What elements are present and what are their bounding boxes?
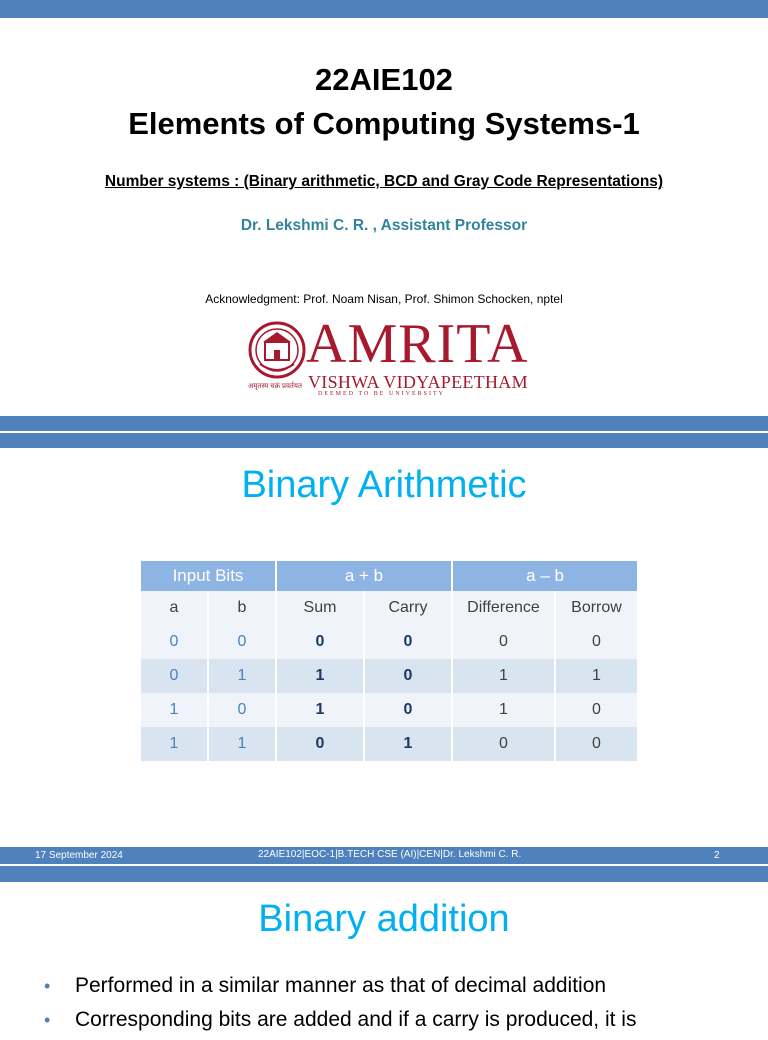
cell-difference: 0 (452, 625, 555, 659)
header-carry: Carry (364, 591, 452, 625)
bullet-item (44, 972, 764, 1006)
bullet-list (44, 972, 764, 1040)
bullet-text: Performed in a similar manner as that of decimal addition (75, 974, 607, 997)
bullet-item (44, 1006, 764, 1040)
title-slide (0, 18, 768, 416)
slide-divider-bar (0, 416, 768, 431)
logo-subname: VISHWA VIDYAPEETHAM (308, 372, 528, 392)
emblem-icon (248, 320, 306, 386)
bullet-icon: • (44, 1010, 51, 1030)
cell-b: 0 (208, 625, 276, 659)
cell-difference: 1 (452, 693, 555, 727)
slide-top-bar (0, 866, 768, 882)
table-row (141, 659, 638, 693)
cell-sum: 0 (276, 625, 364, 659)
cell-difference: 1 (452, 659, 555, 693)
cell-a: 0 (141, 625, 208, 659)
cell-b: 0 (208, 693, 276, 727)
slide-title: Binary addition (258, 898, 510, 940)
acknowledgment: Acknowledgment: Prof. Noam Nisan, Prof. Shimon Schocken, nptel (205, 292, 563, 306)
cell-a: 1 (141, 693, 208, 727)
slide-footer (0, 847, 768, 864)
header-sum: Sum (276, 591, 364, 625)
header-borrow: Borrow (555, 591, 638, 625)
cell-sum: 1 (276, 659, 364, 693)
bullet-text: Corresponding bits are added and if a carry is produced, it is (75, 1008, 637, 1031)
slide-title: Binary Arithmetic (241, 464, 527, 506)
cell-carry: 0 (364, 693, 452, 727)
cell-borrow: 0 (555, 727, 638, 761)
table-sub-header (141, 591, 638, 625)
cell-sum: 1 (276, 693, 364, 727)
footer-date: 17 September 2024 (35, 850, 123, 861)
logo-name: AMRITA (306, 313, 529, 375)
group-header-diff: a – b (452, 561, 638, 591)
group-header-input: Input Bits (141, 561, 276, 591)
cell-carry: 0 (364, 659, 452, 693)
cell-borrow: 1 (555, 659, 638, 693)
header-difference: Difference (452, 591, 555, 625)
footer-course-info: 22AIE102|EOC-1|B.TECH CSE (AI)|CEN|Dr. Lekshmi C. R. (258, 849, 522, 860)
top-bar (0, 0, 768, 18)
header-a: a (141, 591, 208, 625)
cell-b: 1 (208, 727, 276, 761)
cell-carry: 1 (364, 727, 452, 761)
amrita-logo (246, 313, 536, 400)
slide-subtitle: Number systems : (Binary arithmetic, BCD and Gray Code Representations) (104, 173, 664, 190)
course-title: Elements of Computing Systems-1 (128, 106, 640, 141)
cell-sum: 0 (276, 727, 364, 761)
cell-difference: 0 (452, 727, 555, 761)
cell-borrow: 0 (555, 625, 638, 659)
course-code: 22AIE102 (315, 62, 453, 97)
author-line: Dr. Lekshmi C. R. , Assistant Professor (240, 217, 528, 234)
bullet-icon: • (44, 976, 51, 996)
cell-a: 0 (141, 659, 208, 693)
table-row (141, 727, 638, 761)
cell-borrow: 0 (555, 693, 638, 727)
logo-tagline: DEEMED TO BE UNIVERSITY (318, 391, 445, 397)
slide-top-bar (0, 433, 768, 448)
footer-page-number: 2 (714, 850, 720, 861)
table-row (141, 693, 638, 727)
cell-a: 1 (141, 727, 208, 761)
cell-b: 1 (208, 659, 276, 693)
header-b: b (208, 591, 276, 625)
cell-carry: 0 (364, 625, 452, 659)
table-row (141, 625, 638, 659)
logo-motto: अमृतस्य चक्रं प्रवर्तयत (248, 383, 302, 390)
table-group-header (141, 561, 638, 591)
truth-table (141, 561, 639, 761)
group-header-sum: a + b (276, 561, 452, 591)
